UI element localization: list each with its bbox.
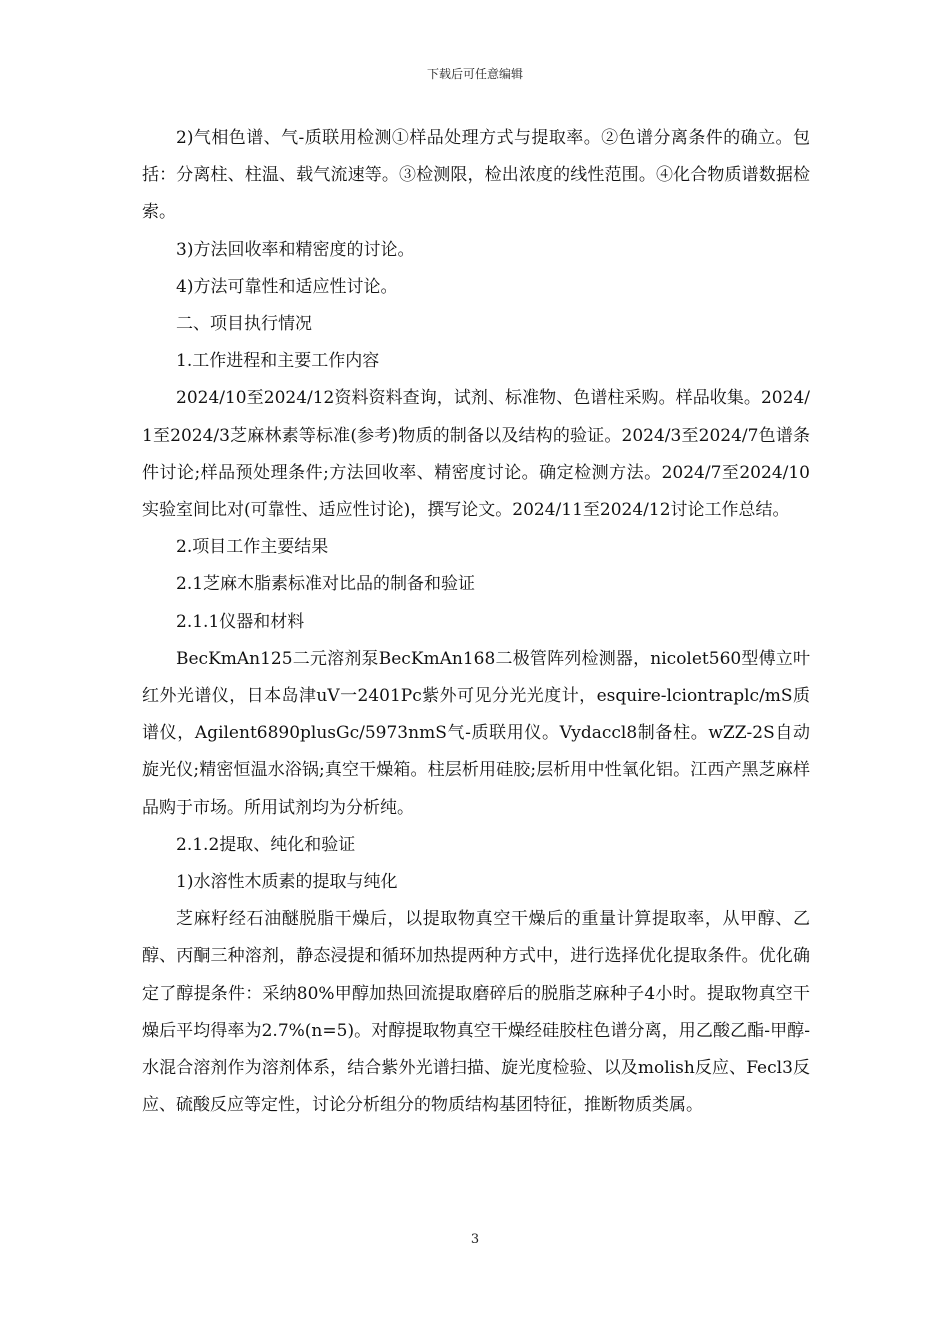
page-header: 下载后可任意编辑 [426, 67, 523, 81]
paragraph-instruments: BecKmAn125二元溶剂泵BecKmAn168二极管阵列检测器，nicolet560型傅立叶红外光谱仪，日本岛津uV一2401Pc紫外可见分光光度计，esquire-lciontraplc/mS质谱仪，Agilent6890plusGc/5973nmS气-质联用仪。Vydaccl8制备柱。wZZ-2S自动旋光仪;精密恒温水浴锅;真空干燥箱。柱层析用硅胶;层析用中性氧化铝。江西产黑芝麻样品购于市场。所用试剂均为分析纯。 [142, 648, 810, 818]
paragraph-recovery: 3)方法回收率和精密度的讨论。 [176, 239, 415, 260]
paragraph-timeline: 2024/10至2024/12资料资料查询，试剂、标准物、色谱柱采购。样品收集。2024/1至2024/3芝麻林素等标准(参考)物质的制备以及结构的验证。2024/3至2024/7色谱条件讨论;样品预处理条件;方法回收率、精密度讨论。确定检测方法。2024/7至2024/10实验室间比对(可靠性、适应性讨论)，撰写论文。2024/11至2024/12讨论工作总结。 [142, 388, 810, 521]
page-number: 3 [470, 1232, 480, 1247]
paragraph-extraction-method: 芝麻籽经石油醚脱脂干燥后，以提取物真空干燥后的重量计算提取率，从甲醇、乙醇、丙酮三种溶剂，静态浸提和循环加热提两种方式中，进行选择优化提取条件。优化确定了醇提条件：采纳80%甲醇加热回流提取磨碎后的脱脂芝麻种子4小时。提取物真空干燥后平均得率为2.7%(n=5)。对醇提取物真空干燥经硅胶柱色谱分离，用乙酸乙酯-甲醇-水混合溶剂作为溶剂体系，结合紫外光谱扫描、旋光度检验、以及molish反应、Fecl3反应、硫酸反应等定性，讨论分析组分的物质结构基团特征，推断物质类属。 [142, 909, 810, 1116]
subheading-water-soluble: 1)水溶性木质素的提取与纯化 [176, 872, 398, 893]
subheading-work-progress: 1.工作进程和主要工作内容 [176, 351, 380, 372]
paragraph-reliability: 4)方法可靠性和适应性讨论。 [176, 276, 398, 297]
paragraph-gc-ms: 2)气相色谱、气-质联用检测①样品处理方式与提取率。②色谱分离条件的确立。包括：分离柱、柱温、载气流速等。③检测限，检出浓度的线性范围。④化合物质谱数据检索。 [142, 128, 810, 223]
subheading-lignan-standard: 2.1芝麻木脂素标准对比品的制备和验证 [176, 574, 476, 595]
subheading-instruments: 2.1.1仪器和材料 [176, 611, 305, 632]
section-heading-execution: 二、项目执行情况 [176, 314, 312, 335]
subheading-extraction: 2.1.2提取、纯化和验证 [176, 834, 356, 855]
subheading-main-results: 2.项目工作主要结果 [176, 537, 329, 558]
body-content [142, 120, 810, 1124]
